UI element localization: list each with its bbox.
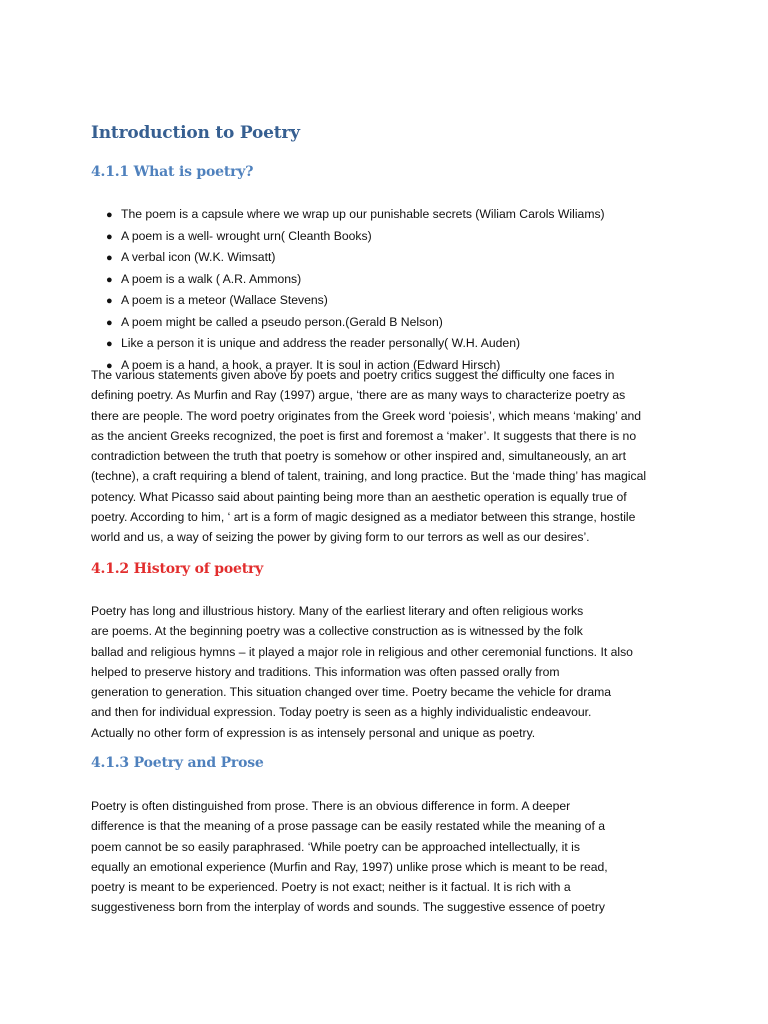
- list-item: ● A poem is a hand, a hook, a prayer. It is soul in action (Edward Hirsch): [106, 355, 605, 377]
- document-title: Introduction to Poetry: [91, 123, 300, 143]
- paragraph-line: Poetry has long and illustrious history. Many of the earliest literary and often religious works: [91, 604, 584, 618]
- paragraph-poetry-and-prose: [91, 796, 608, 918]
- paragraph-line: and then for individual expression. Today poetry is seen as a highly individualistic endeavour.: [91, 705, 592, 720]
- paragraph-line: difference is that the meaning of a prose passage can be easily restated while the meaning of a: [91, 819, 606, 834]
- bullet-icon: ●: [106, 252, 113, 264]
- paragraph-line: contradiction between the truth that poetry is somehow or other inspired and, simultaneously, an art: [91, 449, 626, 464]
- list-item: ● A poem is a well- wrought urn( Cleanth Books): [106, 226, 605, 248]
- paragraph-line: Poetry is often distinguished from prose. There is an obvious difference in form. A deeper: [91, 799, 571, 813]
- bullet-icon: ●: [106, 316, 113, 329]
- poetry-definitions-list: [106, 204, 605, 376]
- bullet-icon: ●: [106, 359, 113, 372]
- section-heading-what-is-poetry: 4.1.1 What is poetry?: [91, 164, 254, 180]
- paragraph-line: world and us, a way of seizing the power by giving form to our terrors as well as our desires’.: [91, 530, 590, 545]
- bullet-icon: ●: [106, 295, 113, 307]
- paragraph-line: are poems. At the beginning poetry was a collective construction as is witnessed by the folk: [91, 624, 583, 639]
- paragraph-line: suggestiveness born from the interplay of words and sounds. The suggestive essence of poetry: [91, 900, 605, 915]
- paragraph-line: poetry. According to him, ‘ art is a form of magic designed as a mediator between this strange, hostile: [91, 510, 636, 525]
- bullet-icon: ●: [106, 209, 113, 221]
- paragraph-line: helped to preserve history and traditions. This information was often passed orally from: [91, 664, 560, 679]
- list-item: ● Like a person it is unique and address the reader personally( W.H. Auden): [106, 333, 605, 355]
- paragraph-line: there are people. The word poetry originates from the Greek word ‘poiesis’, which means ‘making’ and: [91, 408, 642, 423]
- section-heading-poetry-and-prose: 4.1.3 Poetry and Prose: [91, 755, 264, 771]
- paragraph-line: defining poetry. As Murfin and Ray (1997) argue, ‘there are as many ways to characterize poetry as: [91, 388, 626, 403]
- list-item: ● A poem might be called a pseudo person.(Gerald B Nelson): [106, 312, 605, 334]
- bullet-icon: ●: [106, 230, 113, 243]
- paragraph-what-is-poetry: [91, 365, 646, 548]
- paragraph-line: poem cannot be so easily paraphrased. ‘While poetry can be approached intellectually, it is: [91, 839, 580, 854]
- paragraph-line: generation to generation. This situation changed over time. Poetry became the vehicle for drama: [91, 685, 612, 700]
- paragraph-line: poetry is meant to be experienced. Poetry is not exact; neither is it factual. It is rich with a: [91, 880, 571, 895]
- paragraph-line: ballad and religious hymns – it played a major role in religious and other ceremonial functions. It also: [91, 644, 633, 659]
- paragraph-line: The various statements given above by poets and poetry critics suggest the difficulty one faces in: [91, 368, 615, 382]
- bullet-icon: ●: [106, 338, 113, 350]
- paragraph-line: as the ancient Greeks recognized, the poet is first and foremost a ‘maker’. It suggests that there is no: [91, 428, 637, 443]
- paragraph-line: Actually no other form of expression is as intensely personal and unique as poetry.: [91, 725, 536, 740]
- list-item: ● A verbal icon (W.K. Wimsatt): [106, 247, 605, 269]
- section-heading-history-of-poetry: 4.1.2 History of poetry: [91, 561, 264, 577]
- paragraph-line: potency. What Picasso said about painting being more than an aesthetic operation is equally true of: [91, 489, 627, 504]
- list-item: ● A poem is a walk ( A.R. Ammons): [106, 269, 605, 291]
- paragraph-line: (techne), a craft requiring a blend of talent, training, and long practice. But the ‘made thing’ has magical: [91, 469, 647, 484]
- paragraph-history-of-poetry: [91, 601, 633, 743]
- list-item: ● A poem is a meteor (Wallace Stevens): [106, 290, 605, 312]
- bullet-icon: ●: [106, 273, 113, 286]
- paragraph-line: equally an emotional experience (Murfin and Ray, 1997) unlike prose which is meant to be read,: [91, 859, 608, 874]
- list-item: ● The poem is a capsule where we wrap up our punishable secrets (Wiliam Carols Wiliams): [106, 204, 605, 226]
